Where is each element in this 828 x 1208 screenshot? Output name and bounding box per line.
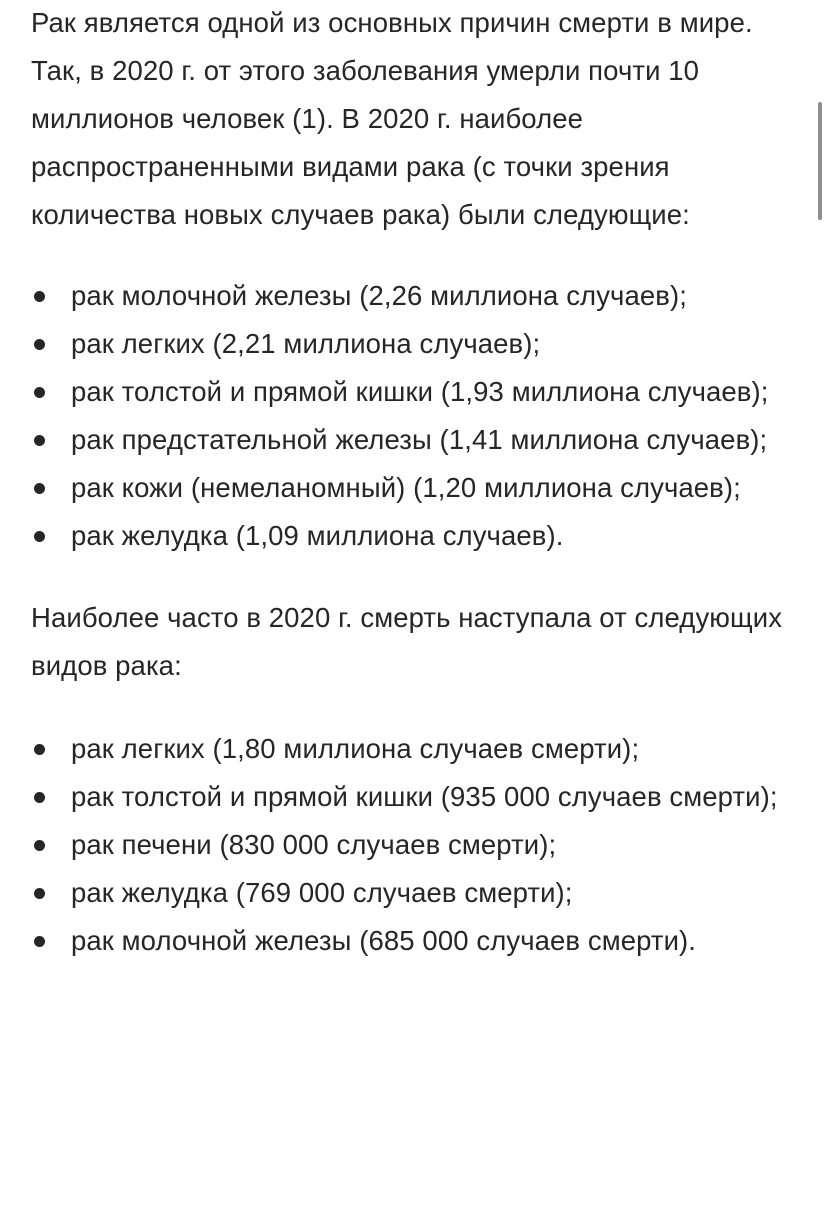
bullet-dot-icon [34,936,45,947]
list-item-text: рак предстательной железы (1,41 миллиона случаев); [71,424,768,455]
list-item [31,821,811,869]
article-body [31,0,811,965]
list-item-text: рак молочной железы (2,26 миллиона случаев); [71,280,687,311]
bullet-dot-icon [34,387,45,398]
list-item [31,464,811,512]
list-item [31,869,811,917]
list-item [31,725,811,773]
list-item-text: рак желудка (769 000 случаев смерти); [71,877,573,908]
list-item [31,320,811,368]
bullet-dot-icon [34,291,45,302]
list-item-text: рак толстой и прямой кишки (935 000 случаев смерти); [71,781,778,812]
bullet-dot-icon [34,792,45,803]
bullet-dot-icon [34,339,45,350]
list-item [31,512,811,560]
bullet-dot-icon [34,888,45,899]
bullet-dot-icon [34,435,45,446]
list-item-text: рак легких (1,80 миллиона случаев смерти); [71,733,640,764]
intro-paragraph: Рак является одной из основных причин смерти в мире. Так, в 2020 г. от этого заболевания умерли почти 10 миллионов человек (1). В 2020 г. наиболее распространенными видами рака (с точки зрения количества новых случаев рака) были следующие: [31,7,753,230]
list-item [31,416,811,464]
list-item [31,272,811,320]
list-item [31,368,811,416]
list-item-text: рак молочной железы (685 000 случаев смерти). [71,925,697,956]
bullet-dot-icon [34,744,45,755]
list-item-text: рак толстой и прямой кишки (1,93 миллиона случаев); [71,376,769,407]
deaths-intro-paragraph: Наиболее часто в 2020 г. смерть наступала от следующих видов рака: [31,602,783,681]
deaths-list [31,725,811,965]
scrollbar-thumb[interactable] [818,102,822,220]
new-cases-list [31,272,811,560]
bullet-dot-icon [34,531,45,542]
list-item-text: рак кожи (немеланомный) (1,20 миллиона случаев); [71,472,741,503]
list-item-text: рак печени (830 000 случаев смерти); [71,829,557,860]
list-item-text: рак легких (2,21 миллиона случаев); [71,328,541,359]
bullet-dot-icon [34,840,45,851]
list-item-text: рак желудка (1,09 миллиона случаев). [71,520,564,551]
bullet-dot-icon [34,483,45,494]
list-item [31,917,811,965]
list-item [31,773,811,821]
